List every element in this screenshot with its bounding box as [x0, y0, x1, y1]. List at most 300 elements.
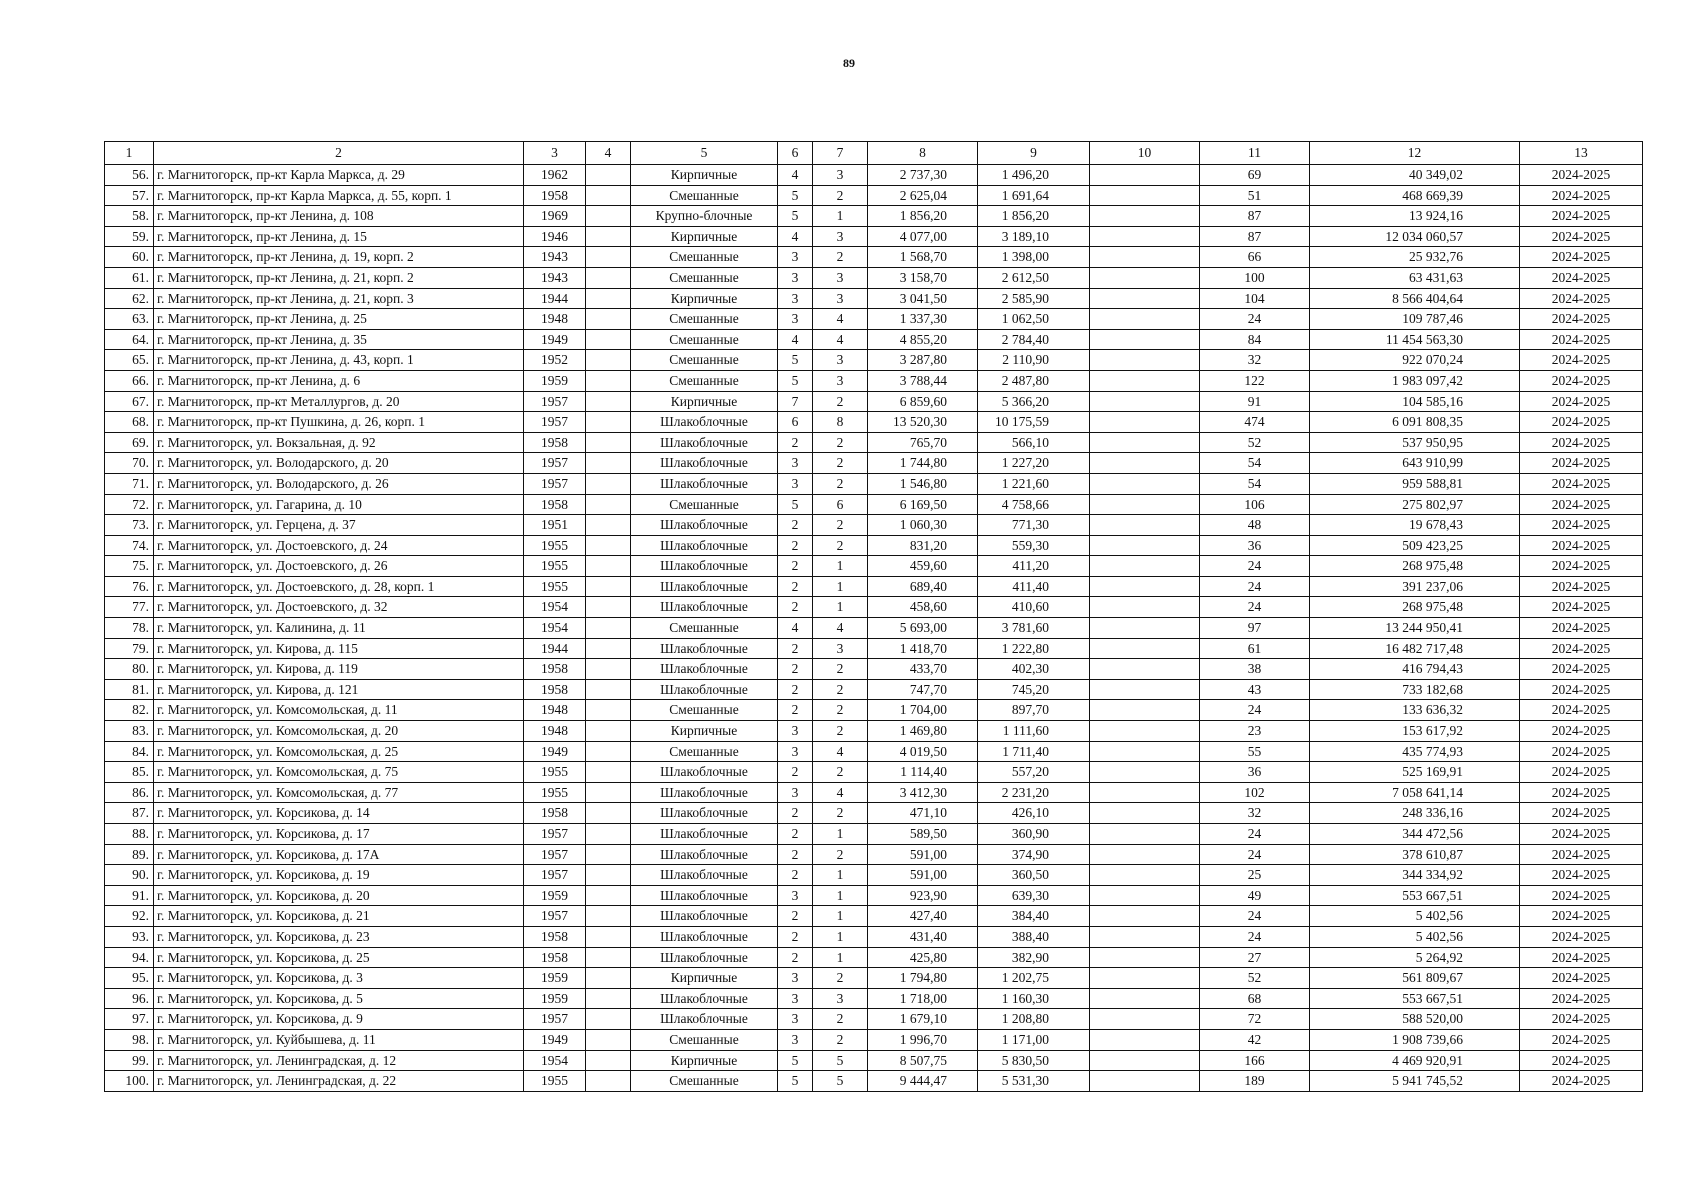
- total-area-cell: 459,60: [868, 556, 978, 577]
- floors-cell: 3: [778, 288, 813, 309]
- row-number-cell: 61.: [105, 267, 154, 288]
- col-10-cell: [1090, 206, 1200, 227]
- residents-cell: 54: [1200, 473, 1310, 494]
- year-built-cell: 1957: [524, 865, 586, 886]
- floors-cell: 3: [778, 247, 813, 268]
- wall-material-cell: Шлакоблочные: [631, 659, 778, 680]
- residents-cell: 48: [1200, 515, 1310, 536]
- table-row: [105, 391, 1643, 412]
- table-row: [105, 659, 1643, 680]
- floors-cell: 2: [778, 926, 813, 947]
- page-number: 89: [843, 56, 855, 70]
- year-built-cell: 1957: [524, 1009, 586, 1030]
- col-10-cell: [1090, 1009, 1200, 1030]
- period-cell: 2024-2025: [1520, 432, 1643, 453]
- year-built-cell: 1955: [524, 556, 586, 577]
- floors-cell: 2: [778, 659, 813, 680]
- address-cell: г. Магнитогорск, пр-кт Ленина, д. 15: [154, 226, 524, 247]
- living-area-cell: 5 830,50: [978, 1050, 1090, 1071]
- col-10-cell: [1090, 494, 1200, 515]
- living-area-cell: 639,30: [978, 885, 1090, 906]
- address-cell: г. Магнитогорск, ул. Герцена, д. 37: [154, 515, 524, 536]
- wall-material-cell: Шлакоблочные: [631, 453, 778, 474]
- col-10-cell: [1090, 556, 1200, 577]
- col-4-cell: [586, 762, 631, 783]
- col-4-cell: [586, 494, 631, 515]
- period-cell: 2024-2025: [1520, 803, 1643, 824]
- living-area-cell: 5 366,20: [978, 391, 1090, 412]
- col-4-cell: [586, 412, 631, 433]
- column-header-7: 7: [813, 142, 868, 165]
- year-built-cell: 1959: [524, 370, 586, 391]
- total-area-cell: 9 444,47: [868, 1071, 978, 1092]
- residents-cell: 43: [1200, 679, 1310, 700]
- period-cell: 2024-2025: [1520, 926, 1643, 947]
- total-area-cell: 4 019,50: [868, 741, 978, 762]
- address-cell: г. Магнитогорск, пр-кт Карла Маркса, д. 29: [154, 165, 524, 186]
- residents-cell: 104: [1200, 288, 1310, 309]
- row-number-cell: 100.: [105, 1071, 154, 1092]
- total-area-cell: 1 469,80: [868, 721, 978, 742]
- year-built-cell: 1957: [524, 391, 586, 412]
- period-cell: 2024-2025: [1520, 968, 1643, 989]
- col-10-cell: [1090, 700, 1200, 721]
- cost-cell: 1 983 097,42: [1310, 370, 1520, 391]
- wall-material-cell: Смешанные: [631, 185, 778, 206]
- living-area-cell: 410,60: [978, 597, 1090, 618]
- cost-cell: 104 585,16: [1310, 391, 1520, 412]
- period-cell: 2024-2025: [1520, 659, 1643, 680]
- table-row: [105, 700, 1643, 721]
- wall-material-cell: Крупно-блочные: [631, 206, 778, 227]
- row-number-cell: 74.: [105, 535, 154, 556]
- col-10-cell: [1090, 618, 1200, 639]
- cost-cell: 8 566 404,64: [1310, 288, 1520, 309]
- wall-material-cell: Смешанные: [631, 309, 778, 330]
- wall-material-cell: Смешанные: [631, 267, 778, 288]
- floors-cell: 4: [778, 618, 813, 639]
- entrances-cell: 2: [813, 700, 868, 721]
- col-10-cell: [1090, 391, 1200, 412]
- residents-cell: 24: [1200, 309, 1310, 330]
- wall-material-cell: Шлакоблочные: [631, 638, 778, 659]
- col-4-cell: [586, 309, 631, 330]
- address-cell: г. Магнитогорск, ул. Корсикова, д. 5: [154, 988, 524, 1009]
- floors-cell: 2: [778, 638, 813, 659]
- col-4-cell: [586, 700, 631, 721]
- entrances-cell: 1: [813, 926, 868, 947]
- wall-material-cell: Смешанные: [631, 494, 778, 515]
- row-number-cell: 62.: [105, 288, 154, 309]
- total-area-cell: 591,00: [868, 865, 978, 886]
- residents-cell: 24: [1200, 700, 1310, 721]
- entrances-cell: 3: [813, 370, 868, 391]
- entrances-cell: 5: [813, 1071, 868, 1092]
- cost-cell: 4 469 920,91: [1310, 1050, 1520, 1071]
- col-4-cell: [586, 1009, 631, 1030]
- living-area-cell: 2 487,80: [978, 370, 1090, 391]
- year-built-cell: 1958: [524, 659, 586, 680]
- total-area-cell: 4 077,00: [868, 226, 978, 247]
- row-number-cell: 76.: [105, 576, 154, 597]
- row-number-cell: 85.: [105, 762, 154, 783]
- table-row: [105, 473, 1643, 494]
- period-cell: 2024-2025: [1520, 1050, 1643, 1071]
- living-area-cell: 411,20: [978, 556, 1090, 577]
- period-cell: 2024-2025: [1520, 885, 1643, 906]
- wall-material-cell: Кирпичные: [631, 288, 778, 309]
- col-10-cell: [1090, 638, 1200, 659]
- row-number-cell: 56.: [105, 165, 154, 186]
- table-row: [105, 762, 1643, 783]
- col-4-cell: [586, 576, 631, 597]
- col-4-cell: [586, 350, 631, 371]
- residents-cell: 32: [1200, 350, 1310, 371]
- table-header-row: [105, 142, 1643, 165]
- total-area-cell: 1 060,30: [868, 515, 978, 536]
- floors-cell: 2: [778, 515, 813, 536]
- living-area-cell: 2 231,20: [978, 782, 1090, 803]
- residents-cell: 87: [1200, 206, 1310, 227]
- floors-cell: 2: [778, 824, 813, 845]
- period-cell: 2024-2025: [1520, 515, 1643, 536]
- year-built-cell: 1958: [524, 803, 586, 824]
- year-built-cell: 1948: [524, 309, 586, 330]
- address-cell: г. Магнитогорск, ул. Володарского, д. 20: [154, 453, 524, 474]
- col-10-cell: [1090, 926, 1200, 947]
- cost-cell: 435 774,93: [1310, 741, 1520, 762]
- table-row: [105, 370, 1643, 391]
- table-row: [105, 968, 1643, 989]
- col-4-cell: [586, 556, 631, 577]
- entrances-cell: 6: [813, 494, 868, 515]
- year-built-cell: 1959: [524, 988, 586, 1009]
- entrances-cell: 2: [813, 1029, 868, 1050]
- total-area-cell: 1 856,20: [868, 206, 978, 227]
- cost-cell: 63 431,63: [1310, 267, 1520, 288]
- col-4-cell: [586, 824, 631, 845]
- entrances-cell: 2: [813, 844, 868, 865]
- cost-cell: 275 802,97: [1310, 494, 1520, 515]
- total-area-cell: 433,70: [868, 659, 978, 680]
- cost-cell: 1 908 739,66: [1310, 1029, 1520, 1050]
- entrances-cell: 1: [813, 576, 868, 597]
- living-area-cell: 1 398,00: [978, 247, 1090, 268]
- table-row: [105, 185, 1643, 206]
- address-cell: г. Магнитогорск, ул. Корсикова, д. 19: [154, 865, 524, 886]
- year-built-cell: 1955: [524, 535, 586, 556]
- floors-cell: 5: [778, 1050, 813, 1071]
- col-4-cell: [586, 226, 631, 247]
- cost-cell: 643 910,99: [1310, 453, 1520, 474]
- entrances-cell: 2: [813, 247, 868, 268]
- living-area-cell: 1 691,64: [978, 185, 1090, 206]
- period-cell: 2024-2025: [1520, 185, 1643, 206]
- address-cell: г. Магнитогорск, ул. Кирова, д. 119: [154, 659, 524, 680]
- table-row: [105, 226, 1643, 247]
- col-10-cell: [1090, 906, 1200, 927]
- col-10-cell: [1090, 1029, 1200, 1050]
- col-4-cell: [586, 968, 631, 989]
- total-area-cell: 591,00: [868, 844, 978, 865]
- wall-material-cell: Шлакоблочные: [631, 473, 778, 494]
- residents-cell: 91: [1200, 391, 1310, 412]
- wall-material-cell: Шлакоблочные: [631, 412, 778, 433]
- period-cell: 2024-2025: [1520, 226, 1643, 247]
- table-row: [105, 741, 1643, 762]
- living-area-cell: 374,90: [978, 844, 1090, 865]
- living-area-cell: 1 062,50: [978, 309, 1090, 330]
- residents-cell: 24: [1200, 906, 1310, 927]
- period-cell: 2024-2025: [1520, 247, 1643, 268]
- column-header-5: 5: [631, 142, 778, 165]
- floors-cell: 2: [778, 762, 813, 783]
- row-number-cell: 93.: [105, 926, 154, 947]
- residents-cell: 38: [1200, 659, 1310, 680]
- period-cell: 2024-2025: [1520, 350, 1643, 371]
- entrances-cell: 3: [813, 165, 868, 186]
- floors-cell: 3: [778, 741, 813, 762]
- year-built-cell: 1958: [524, 679, 586, 700]
- total-area-cell: 6 859,60: [868, 391, 978, 412]
- living-area-cell: 4 758,66: [978, 494, 1090, 515]
- col-4-cell: [586, 782, 631, 803]
- table-row: [105, 926, 1643, 947]
- residents-cell: 51: [1200, 185, 1310, 206]
- floors-cell: 3: [778, 1009, 813, 1030]
- total-area-cell: 8 507,75: [868, 1050, 978, 1071]
- period-cell: 2024-2025: [1520, 309, 1643, 330]
- col-10-cell: [1090, 247, 1200, 268]
- period-cell: 2024-2025: [1520, 329, 1643, 350]
- col-10-cell: [1090, 803, 1200, 824]
- year-built-cell: 1944: [524, 288, 586, 309]
- table-row: [105, 906, 1643, 927]
- row-number-cell: 79.: [105, 638, 154, 659]
- col-4-cell: [586, 844, 631, 865]
- floors-cell: 4: [778, 226, 813, 247]
- address-cell: г. Магнитогорск, пр-кт Ленина, д. 43, корп. 1: [154, 350, 524, 371]
- living-area-cell: 566,10: [978, 432, 1090, 453]
- table-row: [105, 247, 1643, 268]
- column-header-3: 3: [524, 142, 586, 165]
- table-row: [105, 679, 1643, 700]
- col-4-cell: [586, 947, 631, 968]
- cost-cell: 553 667,51: [1310, 885, 1520, 906]
- table-row: [105, 824, 1643, 845]
- period-cell: 2024-2025: [1520, 206, 1643, 227]
- col-10-cell: [1090, 576, 1200, 597]
- cost-cell: 525 169,91: [1310, 762, 1520, 783]
- residents-cell: 66: [1200, 247, 1310, 268]
- period-cell: 2024-2025: [1520, 391, 1643, 412]
- entrances-cell: 3: [813, 288, 868, 309]
- period-cell: 2024-2025: [1520, 679, 1643, 700]
- col-4-cell: [586, 1029, 631, 1050]
- wall-material-cell: Шлакоблочные: [631, 576, 778, 597]
- wall-material-cell: Смешанные: [631, 1029, 778, 1050]
- col-4-cell: [586, 1071, 631, 1092]
- living-area-cell: 557,20: [978, 762, 1090, 783]
- residents-cell: 24: [1200, 597, 1310, 618]
- year-built-cell: 1958: [524, 947, 586, 968]
- address-cell: г. Магнитогорск, пр-кт Металлургов, д. 20: [154, 391, 524, 412]
- cost-cell: 509 423,25: [1310, 535, 1520, 556]
- year-built-cell: 1958: [524, 494, 586, 515]
- row-number-cell: 71.: [105, 473, 154, 494]
- address-cell: г. Магнитогорск, ул. Вокзальная, д. 92: [154, 432, 524, 453]
- entrances-cell: 2: [813, 679, 868, 700]
- address-cell: г. Магнитогорск, пр-кт Ленина, д. 25: [154, 309, 524, 330]
- floors-cell: 2: [778, 576, 813, 597]
- residents-cell: 24: [1200, 844, 1310, 865]
- col-10-cell: [1090, 947, 1200, 968]
- col-10-cell: [1090, 1050, 1200, 1071]
- residents-cell: 42: [1200, 1029, 1310, 1050]
- table-row: [105, 350, 1643, 371]
- total-area-cell: 765,70: [868, 432, 978, 453]
- row-number-cell: 78.: [105, 618, 154, 639]
- table-row: [105, 1071, 1643, 1092]
- living-area-cell: 382,90: [978, 947, 1090, 968]
- entrances-cell: 1: [813, 556, 868, 577]
- entrances-cell: 2: [813, 535, 868, 556]
- cost-cell: 5 402,56: [1310, 926, 1520, 947]
- column-header-4: 4: [586, 142, 631, 165]
- year-built-cell: 1957: [524, 412, 586, 433]
- column-header-12: 12: [1310, 142, 1520, 165]
- entrances-cell: 4: [813, 741, 868, 762]
- floors-cell: 5: [778, 206, 813, 227]
- living-area-cell: 2 612,50: [978, 267, 1090, 288]
- col-4-cell: [586, 721, 631, 742]
- wall-material-cell: Шлакоблочные: [631, 432, 778, 453]
- address-cell: г. Магнитогорск, ул. Комсомольская, д. 11: [154, 700, 524, 721]
- row-number-cell: 75.: [105, 556, 154, 577]
- row-number-cell: 80.: [105, 659, 154, 680]
- total-area-cell: 1 546,80: [868, 473, 978, 494]
- table-body: [105, 165, 1643, 1092]
- address-cell: г. Магнитогорск, ул. Гагарина, д. 10: [154, 494, 524, 515]
- total-area-cell: 1 704,00: [868, 700, 978, 721]
- residents-cell: 24: [1200, 824, 1310, 845]
- address-cell: г. Магнитогорск, ул. Корсикова, д. 20: [154, 885, 524, 906]
- period-cell: 2024-2025: [1520, 824, 1643, 845]
- entrances-cell: 3: [813, 267, 868, 288]
- table-row: [105, 576, 1643, 597]
- wall-material-cell: Шлакоблочные: [631, 515, 778, 536]
- floors-cell: 5: [778, 494, 813, 515]
- address-cell: г. Магнитогорск, ул. Корсикова, д. 25: [154, 947, 524, 968]
- col-10-cell: [1090, 721, 1200, 742]
- col-10-cell: [1090, 515, 1200, 536]
- living-area-cell: 402,30: [978, 659, 1090, 680]
- residents-cell: 100: [1200, 267, 1310, 288]
- residents-cell: 52: [1200, 968, 1310, 989]
- period-cell: 2024-2025: [1520, 535, 1643, 556]
- total-area-cell: 3 412,30: [868, 782, 978, 803]
- period-cell: 2024-2025: [1520, 267, 1643, 288]
- residents-cell: 24: [1200, 576, 1310, 597]
- total-area-cell: 2 625,04: [868, 185, 978, 206]
- period-cell: 2024-2025: [1520, 865, 1643, 886]
- year-built-cell: 1955: [524, 762, 586, 783]
- table-row: [105, 535, 1643, 556]
- entrances-cell: 3: [813, 988, 868, 1009]
- cost-cell: 553 667,51: [1310, 988, 1520, 1009]
- residents-cell: 69: [1200, 165, 1310, 186]
- column-header-8: 8: [868, 142, 978, 165]
- col-10-cell: [1090, 844, 1200, 865]
- entrances-cell: 1: [813, 206, 868, 227]
- address-cell: г. Магнитогорск, ул. Корсикова, д. 9: [154, 1009, 524, 1030]
- entrances-cell: 1: [813, 947, 868, 968]
- entrances-cell: 5: [813, 1050, 868, 1071]
- residents-cell: 52: [1200, 432, 1310, 453]
- column-header-11: 11: [1200, 142, 1310, 165]
- period-cell: 2024-2025: [1520, 165, 1643, 186]
- row-number-cell: 98.: [105, 1029, 154, 1050]
- total-area-cell: 425,80: [868, 947, 978, 968]
- cost-cell: 344 472,56: [1310, 824, 1520, 845]
- col-10-cell: [1090, 453, 1200, 474]
- year-built-cell: 1957: [524, 906, 586, 927]
- cost-cell: 959 588,81: [1310, 473, 1520, 494]
- table-row: [105, 947, 1643, 968]
- period-cell: 2024-2025: [1520, 1071, 1643, 1092]
- residents-cell: 36: [1200, 535, 1310, 556]
- address-cell: г. Магнитогорск, пр-кт Ленина, д. 108: [154, 206, 524, 227]
- cost-cell: 19 678,43: [1310, 515, 1520, 536]
- floors-cell: 2: [778, 865, 813, 886]
- year-built-cell: 1949: [524, 741, 586, 762]
- row-number-cell: 66.: [105, 370, 154, 391]
- table-row: [105, 721, 1643, 742]
- wall-material-cell: Шлакоблочные: [631, 906, 778, 927]
- table-row: [105, 1050, 1643, 1071]
- year-built-cell: 1962: [524, 165, 586, 186]
- wall-material-cell: Шлакоблочные: [631, 844, 778, 865]
- residents-cell: 24: [1200, 556, 1310, 577]
- row-number-cell: 97.: [105, 1009, 154, 1030]
- address-cell: г. Магнитогорск, ул. Кирова, д. 121: [154, 679, 524, 700]
- year-built-cell: 1958: [524, 185, 586, 206]
- address-cell: г. Магнитогорск, ул. Ленинградская, д. 12: [154, 1050, 524, 1071]
- table-row: [105, 165, 1643, 186]
- entrances-cell: 2: [813, 391, 868, 412]
- entrances-cell: 2: [813, 185, 868, 206]
- period-cell: 2024-2025: [1520, 556, 1643, 577]
- entrances-cell: 2: [813, 968, 868, 989]
- year-built-cell: 1955: [524, 782, 586, 803]
- total-area-cell: 689,40: [868, 576, 978, 597]
- address-cell: г. Магнитогорск, ул. Корсикова, д. 17: [154, 824, 524, 845]
- year-built-cell: 1957: [524, 844, 586, 865]
- floors-cell: 5: [778, 1071, 813, 1092]
- table-row: [105, 267, 1643, 288]
- wall-material-cell: Кирпичные: [631, 165, 778, 186]
- wall-material-cell: Смешанные: [631, 700, 778, 721]
- entrances-cell: 2: [813, 659, 868, 680]
- period-cell: 2024-2025: [1520, 576, 1643, 597]
- living-area-cell: 1 171,00: [978, 1029, 1090, 1050]
- residents-cell: 106: [1200, 494, 1310, 515]
- total-area-cell: 1 418,70: [868, 638, 978, 659]
- col-10-cell: [1090, 782, 1200, 803]
- floors-cell: 2: [778, 947, 813, 968]
- housing-table: [104, 141, 1643, 1092]
- living-area-cell: 1 227,20: [978, 453, 1090, 474]
